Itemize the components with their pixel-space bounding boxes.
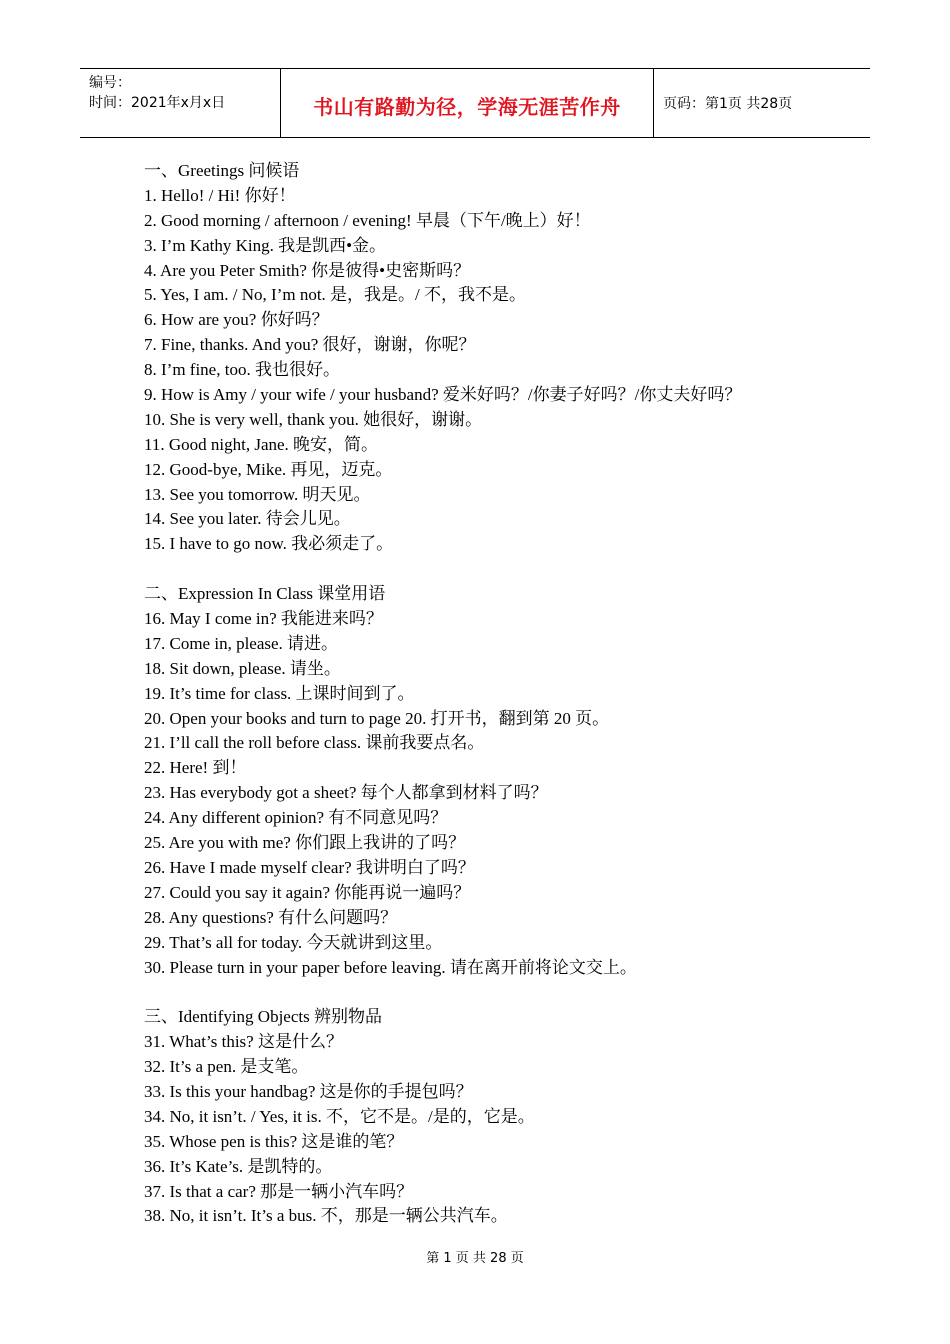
section-title: 三、Identifying Objects 辨别物品 — [144, 1007, 382, 1027]
section-title: 二、Expression In Class 课堂用语 — [144, 584, 386, 604]
header-page-info — [654, 69, 870, 137]
page-info-text: 页码：第1页 共28页 — [663, 96, 793, 112]
phrase-line: 36. It’s Kate’s. 是凯特的。 — [144, 1156, 333, 1176]
phrase-line: 33. Is this your handbag? 这是你的手提包吗？ — [144, 1081, 473, 1101]
serial-label: 编号： — [89, 75, 131, 91]
phrase-line: 17. Come in, please. 请进。 — [144, 633, 339, 653]
phrase-line: 24. Any different opinion? 有不同意见吗？ — [144, 808, 448, 828]
phrase-line: 25. Are you with me? 你们跟上我讲的了吗？ — [144, 833, 466, 853]
phrase-line: 8. I’m fine, too. 我也很好。 — [144, 360, 340, 380]
phrase-line: 37. Is that a car? 那是一辆小汽车吗？ — [144, 1181, 414, 1201]
phrase-line: 13. See you tomorrow. 明天见。 — [144, 484, 371, 504]
phrase-line: 7. Fine, thanks. And you? 很好，谢谢，你呢？ — [144, 335, 476, 355]
phrase-line: 1. Hello! / Hi! 你好！ — [144, 185, 296, 205]
phrase-line: 32. It’s a pen. 是支笔。 — [144, 1057, 309, 1077]
time-label: 时间：2021年x月x日 — [89, 95, 226, 111]
phrase-line: 23. Has everybody got a sheet? 每个人都拿到材料了吗？ — [144, 783, 548, 803]
phrase-line: 10. She is very well, thank you. 她很好，谢谢。 — [144, 409, 483, 429]
page-footer — [0, 1247, 950, 1266]
phrase-line: 34. No, it isn’t. / Yes, it is. 不，它不是。/是的，它是。 — [144, 1106, 535, 1126]
phrase-line: 20. Open your books and turn to page 20. 打开书，翻到第 20 页。 — [144, 708, 610, 728]
phrase-line: 2. Good morning / afternoon / evening! 早晨（下午/晚上）好！ — [144, 210, 591, 230]
phrase-line: 5. Yes, I am. / No, I’m not. 是，我是。/ 不，我不是。 — [144, 285, 527, 305]
phrase-line: 14. See you later. 待会儿见。 — [144, 509, 351, 529]
phrase-line: 26. Have I made myself clear? 我讲明白了吗？ — [144, 857, 475, 877]
phrase-line: 30. Please turn in your paper before leaving. 请在离开前将论文交上。 — [144, 957, 637, 977]
phrase-line: 15. I have to go now. 我必须走了。 — [144, 534, 394, 554]
phrase-line: 29. That’s all for today. 今天就讲到这里。 — [144, 932, 443, 952]
header-meta — [80, 69, 281, 137]
page-header — [80, 68, 870, 138]
header-motto — [281, 69, 654, 137]
phrase-line: 3. I’m Kathy King. 我是凯西•金。 — [144, 235, 387, 255]
phrase-line: 38. No, it isn’t. It’s a bus. 不，那是一辆公共汽车。 — [144, 1206, 508, 1226]
phrase-line: 4. Are you Peter Smith? 你是彼得•史密斯吗？ — [144, 260, 471, 280]
phrase-line: 27. Could you say it again? 你能再说一遍吗？ — [144, 882, 471, 902]
footer-page-number: 第 1 页 共 28 页 — [426, 1251, 524, 1266]
section-title: 一、Greetings 问候语 — [144, 161, 300, 180]
section-spacer — [144, 980, 844, 1005]
phrase-line: 21. I’ll call the roll before class. 课前我要点名。 — [144, 733, 485, 753]
phrase-line: 19. It’s time for class. 上课时间到了。 — [144, 683, 415, 703]
phrase-line: 9. How is Amy / your wife / your husband? 爱米好吗？/你妻子好吗？/你丈夫好吗？ — [144, 385, 742, 405]
document-body — [144, 159, 844, 1229]
phrase-line: 31. What’s this? 这是什么？ — [144, 1032, 343, 1052]
phrase-line: 6. How are you? 你好吗？ — [144, 310, 329, 330]
section-spacer — [144, 557, 844, 582]
motto-text: 书山有路勤为径，学海无涯苦作舟 — [313, 94, 621, 119]
phrase-line: 12. Good-bye, Mike. 再见，迈克。 — [144, 459, 393, 479]
phrase-line: 11. Good night, Jane. 晚安，简。 — [144, 434, 379, 454]
phrase-line: 28. Any questions? 有什么问题吗？ — [144, 907, 398, 927]
phrase-line: 16. May I come in? 我能进来吗？ — [144, 609, 383, 629]
phrase-line: 35. Whose pen is this? 这是谁的笔？ — [144, 1131, 404, 1151]
phrase-line: 18. Sit down, please. 请坐。 — [144, 658, 341, 678]
phrase-line: 22. Here! 到！ — [144, 758, 247, 778]
